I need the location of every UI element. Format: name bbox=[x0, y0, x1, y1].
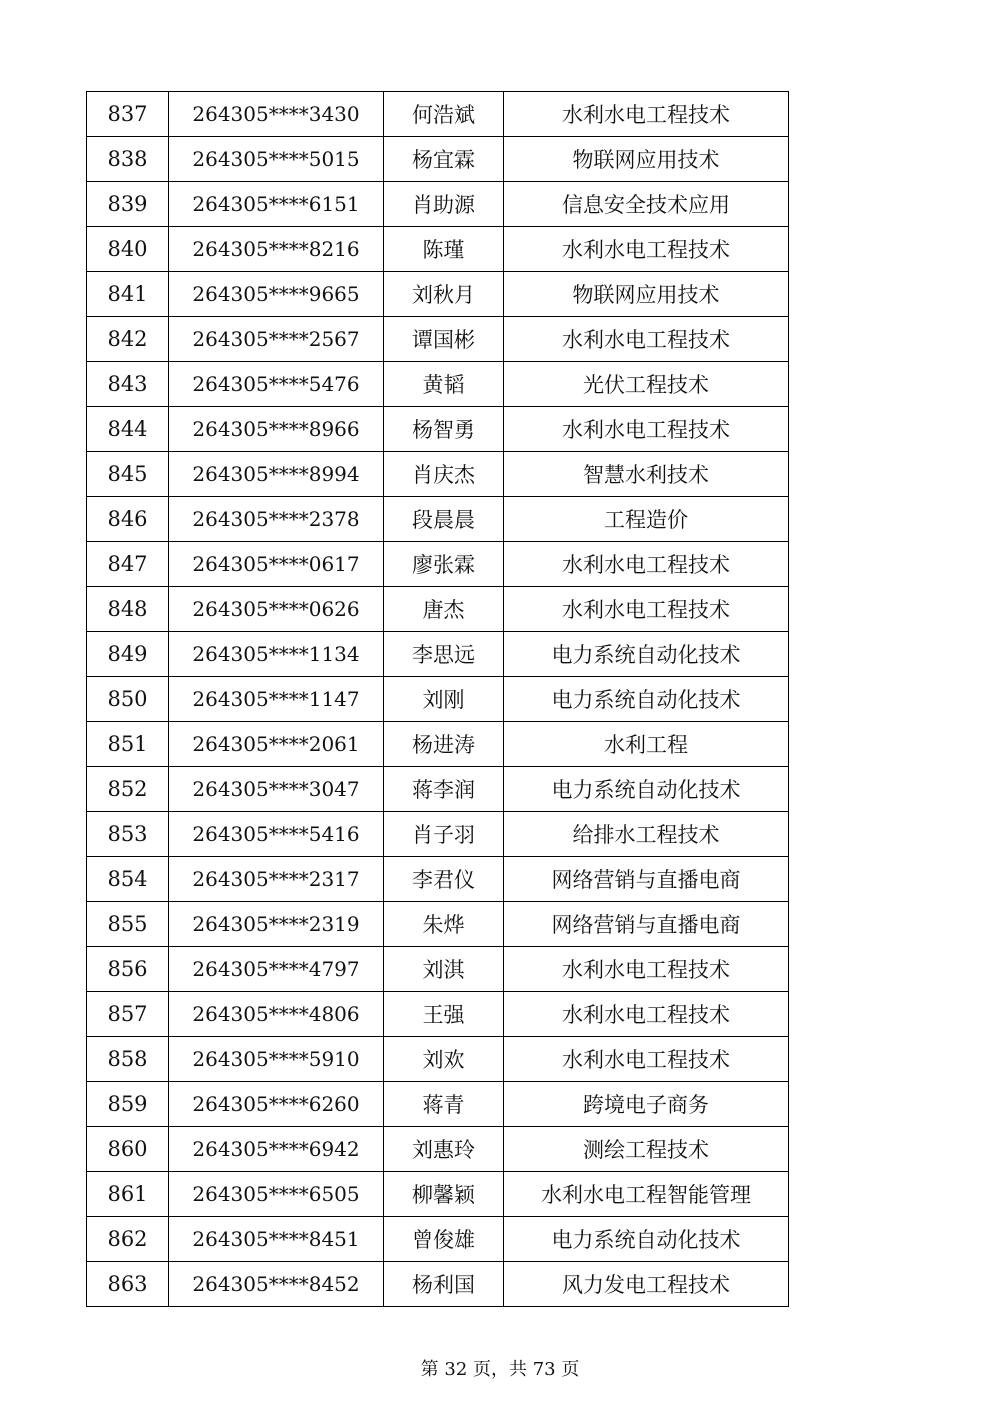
table-row bbox=[87, 992, 789, 1037]
student-name-cell: 肖庆杰 bbox=[384, 452, 504, 497]
id-number-cell: 264305****5910 bbox=[169, 1037, 384, 1082]
row-number-cell: 856 bbox=[87, 947, 169, 992]
student-name-cell: 李君仪 bbox=[384, 857, 504, 902]
id-number-cell: 264305****0626 bbox=[169, 587, 384, 632]
id-number-cell: 264305****6260 bbox=[169, 1082, 384, 1127]
row-number-cell: 848 bbox=[87, 587, 169, 632]
table-row bbox=[87, 1262, 789, 1307]
major-cell: 水利水电工程技术 bbox=[504, 992, 789, 1037]
row-number-cell: 838 bbox=[87, 137, 169, 182]
major-cell: 工程造价 bbox=[504, 497, 789, 542]
student-name-cell: 杨利国 bbox=[384, 1262, 504, 1307]
student-name-cell: 李思远 bbox=[384, 632, 504, 677]
major-cell: 信息安全技术应用 bbox=[504, 182, 789, 227]
major-cell: 光伏工程技术 bbox=[504, 362, 789, 407]
table-row bbox=[87, 317, 789, 362]
row-number-cell: 859 bbox=[87, 1082, 169, 1127]
student-name-cell: 蒋李润 bbox=[384, 767, 504, 812]
id-number-cell: 264305****4806 bbox=[169, 992, 384, 1037]
id-number-cell: 264305****6151 bbox=[169, 182, 384, 227]
id-number-cell: 264305****5416 bbox=[169, 812, 384, 857]
row-number-cell: 841 bbox=[87, 272, 169, 317]
row-number-cell: 843 bbox=[87, 362, 169, 407]
table-row bbox=[87, 452, 789, 497]
table-row bbox=[87, 497, 789, 542]
student-name-cell: 王强 bbox=[384, 992, 504, 1037]
student-name-cell: 廖张霖 bbox=[384, 542, 504, 587]
row-number-cell: 840 bbox=[87, 227, 169, 272]
table-row bbox=[87, 632, 789, 677]
row-number-cell: 860 bbox=[87, 1127, 169, 1172]
table-row bbox=[87, 1037, 789, 1082]
row-number-cell: 844 bbox=[87, 407, 169, 452]
row-number-cell: 837 bbox=[87, 92, 169, 137]
major-cell: 电力系统自动化技术 bbox=[504, 632, 789, 677]
student-name-cell: 曾俊雄 bbox=[384, 1217, 504, 1262]
row-number-cell: 846 bbox=[87, 497, 169, 542]
major-cell: 水利水电工程技术 bbox=[504, 227, 789, 272]
student-name-cell: 刘惠玲 bbox=[384, 1127, 504, 1172]
major-cell: 水利水电工程技术 bbox=[504, 1037, 789, 1082]
row-number-cell: 863 bbox=[87, 1262, 169, 1307]
id-number-cell: 264305****8216 bbox=[169, 227, 384, 272]
roster-table bbox=[86, 91, 789, 1307]
major-cell: 水利水电工程技术 bbox=[504, 587, 789, 632]
table-row bbox=[87, 92, 789, 137]
id-number-cell: 264305****5476 bbox=[169, 362, 384, 407]
major-cell: 风力发电工程技术 bbox=[504, 1262, 789, 1307]
student-name-cell: 刘刚 bbox=[384, 677, 504, 722]
row-number-cell: 850 bbox=[87, 677, 169, 722]
major-cell: 网络营销与直播电商 bbox=[504, 902, 789, 947]
id-number-cell: 264305****8452 bbox=[169, 1262, 384, 1307]
student-name-cell: 陈瑾 bbox=[384, 227, 504, 272]
table-row bbox=[87, 407, 789, 452]
student-name-cell: 黄韬 bbox=[384, 362, 504, 407]
major-cell: 测绘工程技术 bbox=[504, 1127, 789, 1172]
table-row bbox=[87, 767, 789, 812]
table-row bbox=[87, 587, 789, 632]
student-name-cell: 刘淇 bbox=[384, 947, 504, 992]
major-cell: 水利水电工程技术 bbox=[504, 92, 789, 137]
table-row bbox=[87, 1172, 789, 1217]
major-cell: 水利水电工程技术 bbox=[504, 407, 789, 452]
student-name-cell: 刘欢 bbox=[384, 1037, 504, 1082]
id-number-cell: 264305****1147 bbox=[169, 677, 384, 722]
major-cell: 物联网应用技术 bbox=[504, 272, 789, 317]
table-row bbox=[87, 1127, 789, 1172]
table-row bbox=[87, 137, 789, 182]
table-row bbox=[87, 227, 789, 272]
table-row bbox=[87, 1217, 789, 1262]
table-row bbox=[87, 902, 789, 947]
student-name-cell: 谭国彬 bbox=[384, 317, 504, 362]
id-number-cell: 264305****6505 bbox=[169, 1172, 384, 1217]
id-number-cell: 264305****0617 bbox=[169, 542, 384, 587]
id-number-cell: 264305****6942 bbox=[169, 1127, 384, 1172]
row-number-cell: 861 bbox=[87, 1172, 169, 1217]
table-row bbox=[87, 722, 789, 767]
student-name-cell: 何浩斌 bbox=[384, 92, 504, 137]
table-row bbox=[87, 362, 789, 407]
id-number-cell: 264305****2317 bbox=[169, 857, 384, 902]
row-number-cell: 851 bbox=[87, 722, 169, 767]
page-footer: 第 32 页，共 73 页 bbox=[420, 1359, 580, 1380]
id-number-cell: 264305****3430 bbox=[169, 92, 384, 137]
id-number-cell: 264305****9665 bbox=[169, 272, 384, 317]
id-number-cell: 264305****8966 bbox=[169, 407, 384, 452]
row-number-cell: 839 bbox=[87, 182, 169, 227]
student-name-cell: 朱烨 bbox=[384, 902, 504, 947]
major-cell: 智慧水利技术 bbox=[504, 452, 789, 497]
table-row bbox=[87, 947, 789, 992]
id-number-cell: 264305****8994 bbox=[169, 452, 384, 497]
id-number-cell: 264305****2378 bbox=[169, 497, 384, 542]
major-cell: 电力系统自动化技术 bbox=[504, 677, 789, 722]
major-cell: 水利水电工程技术 bbox=[504, 947, 789, 992]
row-number-cell: 842 bbox=[87, 317, 169, 362]
table-row bbox=[87, 677, 789, 722]
row-number-cell: 857 bbox=[87, 992, 169, 1037]
row-number-cell: 847 bbox=[87, 542, 169, 587]
student-name-cell: 段晨晨 bbox=[384, 497, 504, 542]
major-cell: 水利水电工程技术 bbox=[504, 542, 789, 587]
major-cell: 跨境电子商务 bbox=[504, 1082, 789, 1127]
id-number-cell: 264305****2061 bbox=[169, 722, 384, 767]
id-number-cell: 264305****3047 bbox=[169, 767, 384, 812]
table-row bbox=[87, 812, 789, 857]
id-number-cell: 264305****8451 bbox=[169, 1217, 384, 1262]
student-name-cell: 杨宜霖 bbox=[384, 137, 504, 182]
row-number-cell: 845 bbox=[87, 452, 169, 497]
major-cell: 给排水工程技术 bbox=[504, 812, 789, 857]
roster-table-body bbox=[87, 92, 789, 1307]
row-number-cell: 862 bbox=[87, 1217, 169, 1262]
id-number-cell: 264305****5015 bbox=[169, 137, 384, 182]
row-number-cell: 852 bbox=[87, 767, 169, 812]
id-number-cell: 264305****2319 bbox=[169, 902, 384, 947]
major-cell: 物联网应用技术 bbox=[504, 137, 789, 182]
student-name-cell: 肖助源 bbox=[384, 182, 504, 227]
student-name-cell: 刘秋月 bbox=[384, 272, 504, 317]
table-row bbox=[87, 272, 789, 317]
id-number-cell: 264305****1134 bbox=[169, 632, 384, 677]
major-cell: 水利工程 bbox=[504, 722, 789, 767]
major-cell: 水利水电工程智能管理 bbox=[504, 1172, 789, 1217]
major-cell: 电力系统自动化技术 bbox=[504, 767, 789, 812]
row-number-cell: 858 bbox=[87, 1037, 169, 1082]
id-number-cell: 264305****2567 bbox=[169, 317, 384, 362]
major-cell: 水利水电工程技术 bbox=[504, 317, 789, 362]
row-number-cell: 853 bbox=[87, 812, 169, 857]
student-name-cell: 杨进涛 bbox=[384, 722, 504, 767]
table-row bbox=[87, 542, 789, 587]
id-number-cell: 264305****4797 bbox=[169, 947, 384, 992]
major-cell: 电力系统自动化技术 bbox=[504, 1217, 789, 1262]
student-name-cell: 杨智勇 bbox=[384, 407, 504, 452]
row-number-cell: 854 bbox=[87, 857, 169, 902]
table-row bbox=[87, 182, 789, 227]
major-cell: 网络营销与直播电商 bbox=[504, 857, 789, 902]
row-number-cell: 855 bbox=[87, 902, 169, 947]
student-name-cell: 柳馨颖 bbox=[384, 1172, 504, 1217]
student-name-cell: 唐杰 bbox=[384, 587, 504, 632]
student-name-cell: 蒋青 bbox=[384, 1082, 504, 1127]
table-row bbox=[87, 857, 789, 902]
student-name-cell: 肖子羽 bbox=[384, 812, 504, 857]
table-row bbox=[87, 1082, 789, 1127]
row-number-cell: 849 bbox=[87, 632, 169, 677]
